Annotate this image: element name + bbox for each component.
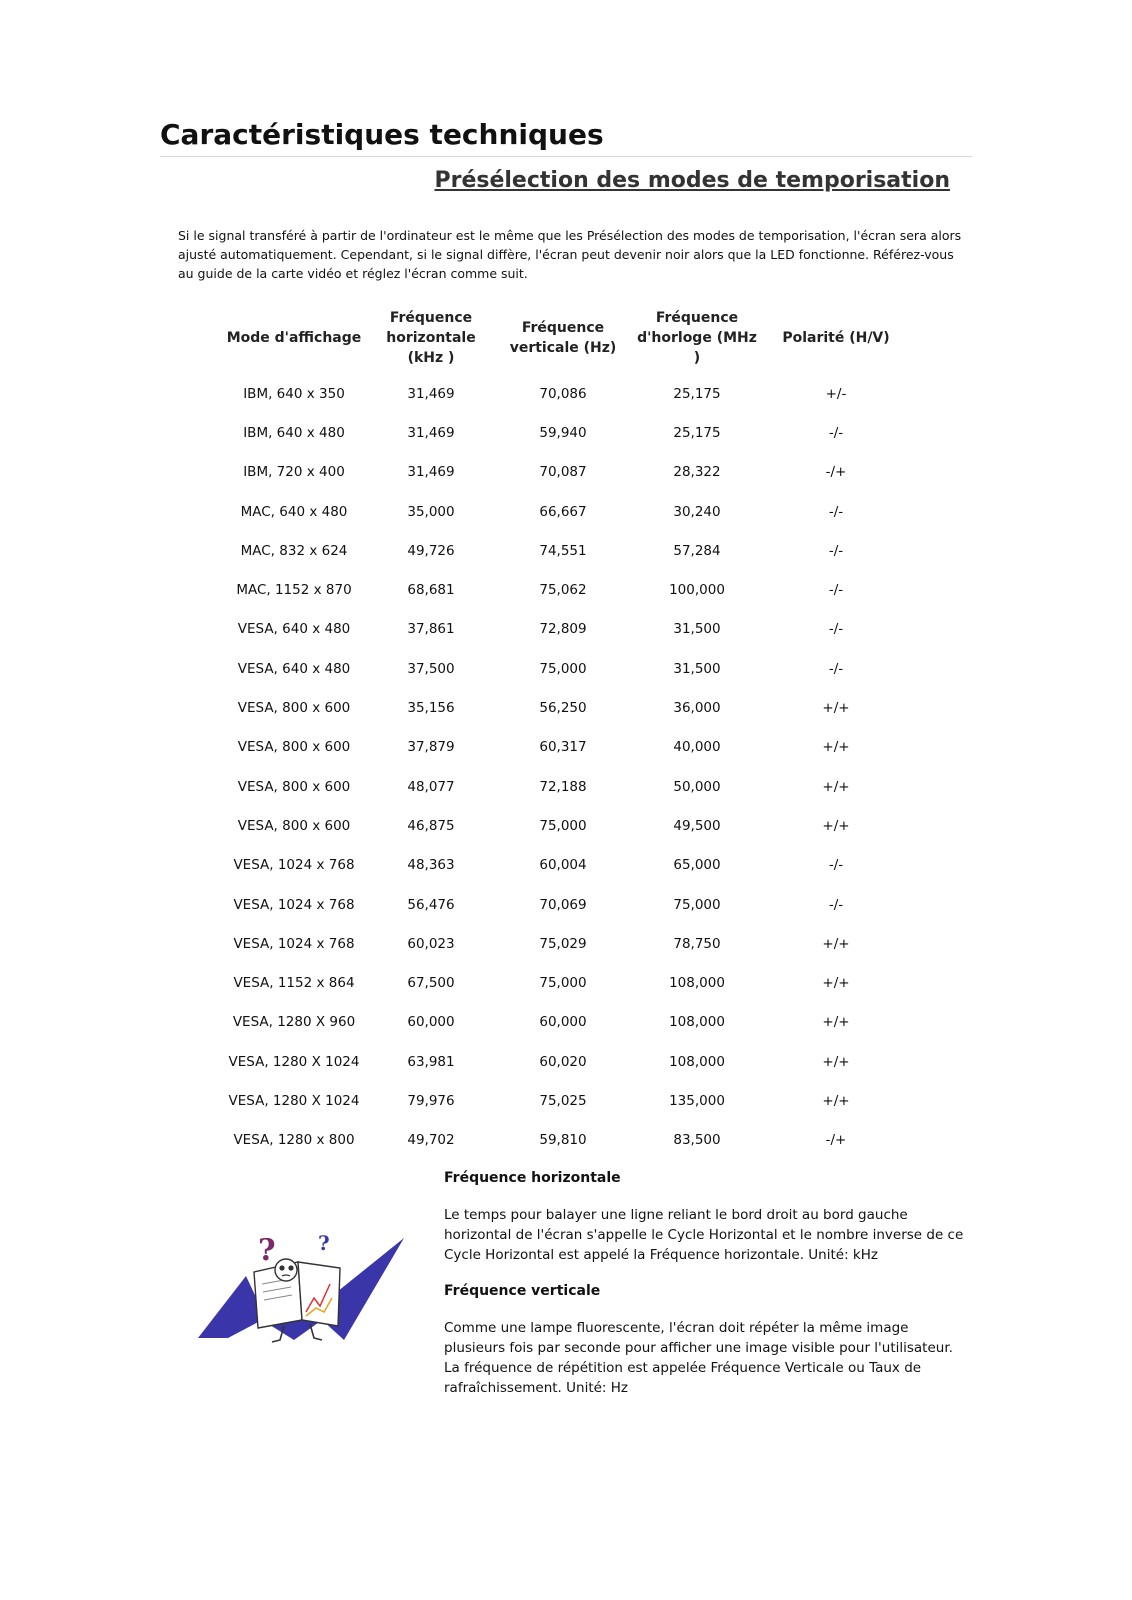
cell-display-mode: VESA, 1280 X 1024 [228,1053,360,1070]
cell-vertical-frequency: 74,551 [539,542,587,559]
cell-polarity: -/- [828,542,844,559]
cell-vertical-frequency: 60,004 [539,857,587,874]
cell-horizontal-frequency: 48,077 [407,778,455,795]
cell-pixel-clock: 83,500 [673,1132,721,1149]
cell-pixel-clock: 108,000 [669,975,725,992]
cell-display-mode: VESA, 1024 x 768 [233,935,355,952]
cell-horizontal-frequency: 68,681 [407,582,455,599]
cell-vertical-frequency: 72,809 [539,621,587,638]
table-row [222,963,908,1002]
cell-vertical-frequency: 75,000 [539,660,587,677]
cell-horizontal-frequency: 31,469 [407,464,455,481]
cell-horizontal-frequency: 31,469 [407,424,455,441]
cell-horizontal-frequency: 46,875 [407,817,455,834]
cell-vertical-frequency: 72,188 [539,778,587,795]
cell-vertical-frequency: 75,000 [539,817,587,834]
mascot-face [275,1259,297,1281]
cell-polarity: -/- [828,503,844,520]
cell-pixel-clock: 31,500 [673,660,721,677]
table-row [222,806,908,845]
vertical-frequency-title: Fréquence verticale [444,1283,601,1299]
cell-horizontal-frequency: 49,702 [407,1132,455,1149]
cell-polarity: +/+ [822,1092,850,1109]
cell-display-mode: IBM, 720 x 400 [243,464,345,481]
table-row [222,688,908,727]
cell-pixel-clock: 31,500 [673,621,721,638]
cell-polarity: -/- [828,660,844,677]
cell-polarity: +/+ [822,1053,850,1070]
table-row [222,1081,908,1120]
cell-vertical-frequency: 59,810 [539,1132,587,1149]
header-pixel-clock: Fréquence d'horloge (MHz ) [637,310,757,366]
table-row [222,649,908,688]
cell-pixel-clock: 78,750 [673,935,721,952]
cell-display-mode: MAC, 832 x 624 [240,542,348,559]
definitions [444,1170,968,1398]
cell-polarity: -/+ [825,1132,847,1149]
cell-horizontal-frequency: 79,976 [407,1092,455,1109]
header-vertical-frequency: Fréquence verticale (Hz) [509,320,617,356]
cell-pixel-clock: 50,000 [673,778,721,795]
cell-vertical-frequency: 70,069 [539,896,587,913]
cell-vertical-frequency: 75,029 [539,935,587,952]
table-row [222,413,908,452]
table-row [222,1121,908,1160]
cell-vertical-frequency: 60,317 [539,739,587,756]
cell-horizontal-frequency: 60,000 [407,1014,455,1031]
cell-display-mode: VESA, 1280 X 960 [232,1014,356,1031]
cell-horizontal-frequency: 49,726 [407,542,455,559]
section-title: Présélection des modes de temporisation [434,168,950,193]
table-row [222,610,908,649]
title-divider [160,156,972,157]
vertical-frequency-text: Comme une lampe fluorescente, l'écran doit répéter la même image plusieurs fois par seconde pour afficher une image visible pour l'utilisateur. La fréquence de répétition est appelée Fréquence Verticale ou Taux de rafraîchissement. Unité: Hz [444,1320,953,1396]
table-row [222,924,908,963]
cell-display-mode: MAC, 1152 x 870 [236,582,352,599]
cell-horizontal-frequency: 37,500 [407,660,455,677]
cell-vertical-frequency: 75,062 [539,582,587,599]
cell-horizontal-frequency: 67,500 [407,975,455,992]
cell-polarity: +/+ [822,1014,850,1031]
page-title: Caractéristiques techniques [160,118,604,151]
table-row [222,453,908,492]
cell-display-mode: VESA, 640 x 480 [237,621,351,638]
cell-horizontal-frequency: 35,156 [407,700,455,717]
table-row [222,1042,908,1081]
cell-polarity: +/+ [822,739,850,756]
cell-polarity: +/- [825,385,847,402]
cell-pixel-clock: 28,322 [673,464,721,481]
header-horizontal-frequency: Fréquence horizontale (kHz ) [386,310,476,366]
cell-polarity: +/+ [822,975,850,992]
table-body [222,374,908,1160]
cell-vertical-frequency: 60,020 [539,1053,587,1070]
cell-display-mode: IBM, 640 x 350 [243,385,345,402]
cell-pixel-clock: 108,000 [669,1053,725,1070]
cell-pixel-clock: 30,240 [673,503,721,520]
cell-display-mode: VESA, 800 x 600 [237,739,351,756]
question-mark-small: ? [318,1231,330,1255]
cell-polarity: -/- [828,621,844,638]
cell-display-mode: VESA, 800 x 600 [237,778,351,795]
cell-horizontal-frequency: 37,879 [407,739,455,756]
question-mark-large: ? [258,1233,276,1268]
cell-polarity: +/+ [822,817,850,834]
table-row [222,492,908,531]
cell-display-mode: VESA, 640 x 480 [237,660,351,677]
horizontal-frequency-title: Fréquence horizontale [444,1170,621,1186]
header-polarity: Polarité (H/V) [782,330,890,346]
table-row [222,570,908,609]
table-header-row [222,302,908,374]
table-row [222,374,908,413]
table-row [222,1003,908,1042]
table-row [222,531,908,570]
cell-horizontal-frequency: 35,000 [407,503,455,520]
cell-polarity: -/- [828,424,844,441]
cell-display-mode: VESA, 800 x 600 [237,817,351,834]
header-display-mode: Mode d'affichage [226,330,362,346]
cell-horizontal-frequency: 63,981 [407,1053,455,1070]
cell-display-mode: VESA, 1152 x 864 [233,975,355,992]
cell-display-mode: VESA, 1024 x 768 [233,857,355,874]
cell-polarity: +/+ [822,700,850,717]
cell-pixel-clock: 135,000 [669,1092,725,1109]
cell-horizontal-frequency: 37,861 [407,621,455,638]
timing-modes-table [222,302,908,1160]
cell-vertical-frequency: 70,087 [539,464,587,481]
cell-pixel-clock: 36,000 [673,700,721,717]
cell-vertical-frequency: 60,000 [539,1014,587,1031]
confused-book-mascot-icon [198,1228,404,1346]
cell-display-mode: VESA, 1280 X 1024 [228,1092,360,1109]
cell-vertical-frequency: 75,025 [539,1092,587,1109]
cell-pixel-clock: 108,000 [669,1014,725,1031]
cell-pixel-clock: 75,000 [673,896,721,913]
cell-polarity: +/+ [822,778,850,795]
table-row [222,846,908,885]
cell-vertical-frequency: 56,250 [539,700,587,717]
cell-vertical-frequency: 70,086 [539,385,587,402]
cell-display-mode: VESA, 1024 x 768 [233,896,355,913]
cell-polarity: -/- [828,857,844,874]
cell-horizontal-frequency: 31,469 [407,385,455,402]
cell-display-mode: MAC, 640 x 480 [240,503,348,520]
cell-vertical-frequency: 66,667 [539,503,587,520]
cell-vertical-frequency: 75,000 [539,975,587,992]
cell-pixel-clock: 25,175 [673,385,721,402]
cell-polarity: -/- [828,896,844,913]
cell-polarity: -/- [828,582,844,599]
cell-horizontal-frequency: 60,023 [407,935,455,952]
table-row [222,767,908,806]
cell-polarity: -/+ [825,464,847,481]
cell-horizontal-frequency: 56,476 [407,896,455,913]
cell-pixel-clock: 100,000 [669,582,725,599]
cell-pixel-clock: 57,284 [673,542,721,559]
cell-horizontal-frequency: 48,363 [407,857,455,874]
cell-display-mode: IBM, 640 x 480 [243,424,345,441]
cell-pixel-clock: 49,500 [673,817,721,834]
cell-polarity: +/+ [822,935,850,952]
cell-pixel-clock: 65,000 [673,857,721,874]
intro-paragraph: Si le signal transféré à partir de l'ordinateur est le même que les Présélection des modes de temporisation, l'écran sera alors ajusté automatiquement. Cependant, si le signal diffère, l'écran peut devenir noir alors que la LED fonctionne. Référez-vous au guide de la carte vidéo et réglez l'écran comme suit. [178,228,962,281]
cell-pixel-clock: 25,175 [673,424,721,441]
horizontal-frequency-text: Le temps pour balayer une ligne reliant le bord droit au bord gauche horizontal de l'écran s'appelle le Cycle Horizontal et le nombre inverse de ce Cycle Horizontal est appelé la Fréquence horizontale. Unité: kHz [444,1207,964,1263]
cell-pixel-clock: 40,000 [673,739,721,756]
table-row [222,885,908,924]
cell-display-mode: VESA, 800 x 600 [237,700,351,717]
cell-display-mode: VESA, 1280 x 800 [233,1132,355,1149]
table-row [222,728,908,767]
cell-vertical-frequency: 59,940 [539,424,587,441]
